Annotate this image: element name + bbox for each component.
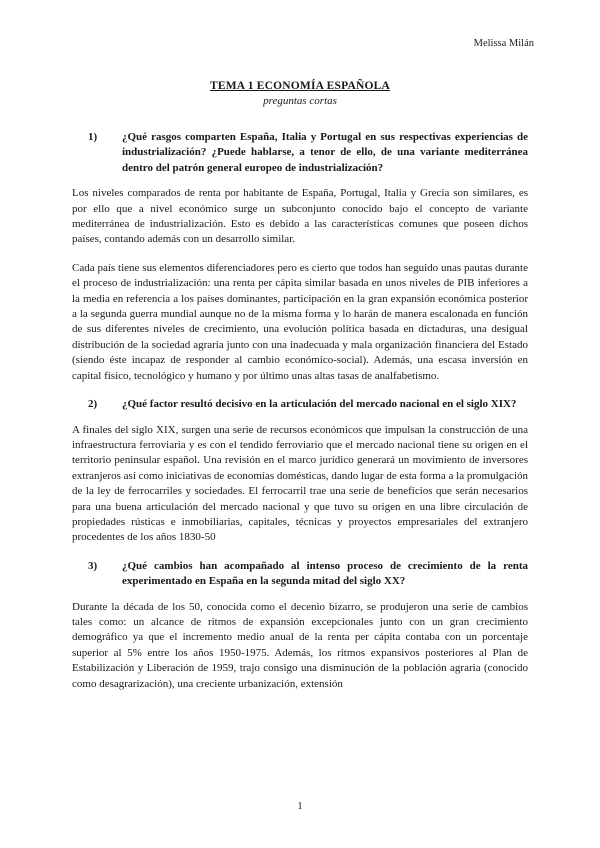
question-number: 2) (88, 398, 98, 411)
document-subtitle: preguntas cortas (263, 95, 337, 107)
paragraph: Durante la década de los 50, conocida como el decenio bizarro, se produjeron una serie de cambios tales como: un alcance de ritmos de expansión excepcionales junto con un gran crecimiento demográfico ya que el incremento medio anual de la renta per cápita contaba con un porcentaje superior al 5% entre los años 1950-1975. Además, los ritmos expansivos posteriores al Plan de Estabilización y Liberación de 1959, trajo consigo una disminución de la población agraria (conocido como desagrarización), una creciente urbanización, extensión (72, 600, 528, 690)
paragraph: A finales del siglo XIX, surgen una serie de recursos económicos que impulsan la construcción de una infraestructura ferroviaria y es con el tendido ferroviario que el mercado nacional tiene su origen en el territorio peninsular español. Una revisión en el marco jurídico generará un movimiento de inversores extranjeros así como iniciativas de economías domésticas, dando lugar de esta forma a la promulgación de la ley de ferrocarriles y sociedades. El ferrocarril trae una serie de beneficios que serán necesarios para una buena articulación del mercado nacional y que tuvo su origen en una libre circulación de propiedades rústicas e inmobiliarias, capitales, técnicas y proyectos empresariales del extranjero procedentes de los años 1830-50 (72, 423, 528, 544)
question-2 (72, 397, 528, 412)
question-text: ¿Qué factor resultó decisivo en la articulación del mercado nacional en el siglo XIX? (122, 398, 517, 411)
document-body (72, 130, 528, 705)
paragraph: Los niveles comparados de renta por habitante de España, Portugal, Italia y Grecia son similares, es por ello que a nivel económico surge un subconjunto conocido bajo el concepto de variante mediterránea de industrialización. Esto es debido a las características comunes que poseen dichos países, contando además con un desarrollo similar. (72, 187, 528, 246)
page-number: 1 (297, 801, 303, 812)
question-number: 1) (88, 131, 98, 143)
paragraph: Cada país tiene sus elementos diferenciadores pero es cierto que todos han seguido unas pautas durante el proceso de industrialización: una renta per cápita similar basada en unos niveles de PIB inferiores a la media en referencia a los países dominantes, participación en la gran expansión económica posterior a la segunda guerra mundial aunque no de la misma forma y lo harán de manera escalonada en función de sus diferentes niveles de crecimiento, una evolución política basada en dictaduras, una desigual distribución de la sociedad agraria junto con una inadecuada y mala organización financiera del Estado (siendo éste incapaz de responder al cambio económico-social). Además, una escasa inversión en capital físico, tecnológico y humano y por último unas altas tasas de analfabetismo. (72, 261, 528, 382)
question-3 (72, 559, 528, 590)
question-1 (72, 130, 528, 176)
author-name: Melissa Milán (473, 38, 534, 49)
question-number: 3) (88, 559, 98, 572)
document-title: TEMA 1 ECONOMÍA ESPAÑOLA (210, 80, 390, 92)
question-text: ¿Qué rasgos comparten España, Italia y Portugal en sus respectivas experiencias de industrialización? ¿Puede hablarse, a tenor de ello, de una variante mediterránea dentro del patrón general europeo de industrialización? (122, 131, 528, 174)
question-text: ¿Qué cambios han acompañado al intenso proceso de crecimiento de la renta experimentado en España en la segunda mitad del siglo XX? (122, 559, 528, 588)
